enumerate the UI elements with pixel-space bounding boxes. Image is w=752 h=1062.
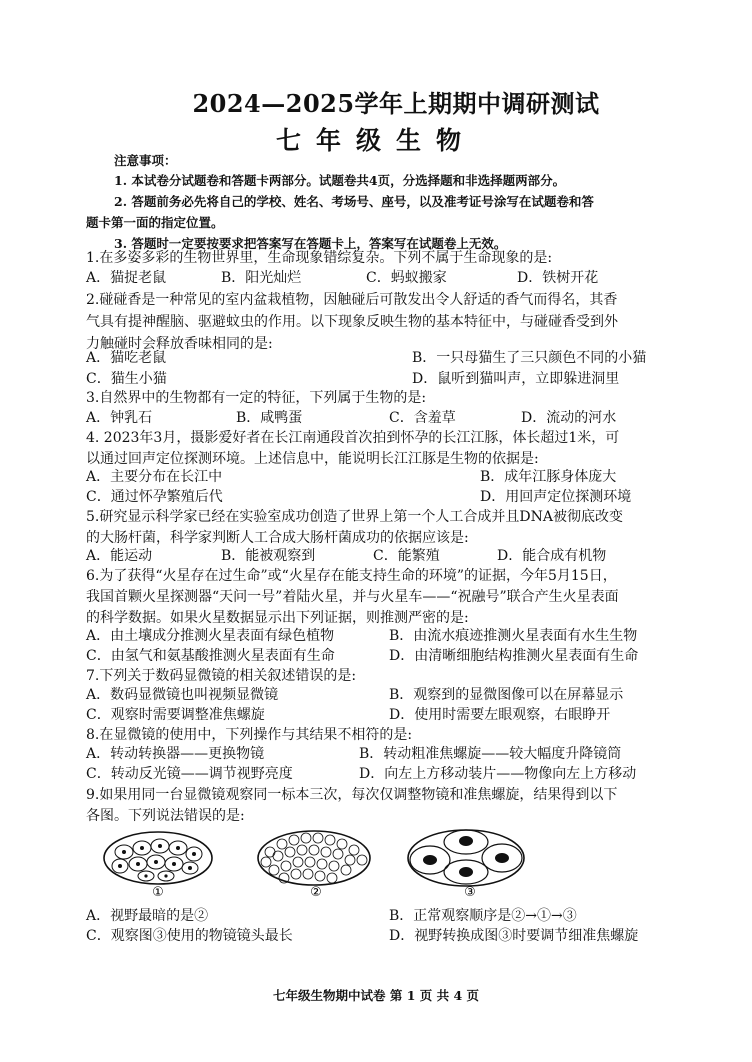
q5-option-d: D．能合成有机物 bbox=[497, 548, 607, 564]
q2-option-a: A．猫吃老鼠 bbox=[86, 350, 167, 366]
microscope-field-1 bbox=[100, 828, 220, 900]
q4-stem-2: 以通过回声定位探测环境。上述信息中，能说明长江江豚是生物的依据是: bbox=[86, 451, 539, 467]
q6-stem-1: 6.为了获得“火星存在过生命”或“火星存在能支持生命的环境”的证据，今年5月15日， bbox=[86, 568, 617, 584]
q9-option-a: A．视野最暗的是② bbox=[86, 908, 209, 924]
q9-option-d: D．视野转换成图③时要调节细准焦螺旋 bbox=[389, 928, 639, 944]
q1-option-a: A．猫捉老鼠 bbox=[86, 270, 167, 286]
q5-stem-1: 5.研究显示科学家已经在实验室成功创造了世界上第一个人工合成并且DNA被彻底改变 bbox=[86, 509, 623, 525]
notes-item-2-cont: 题卡第一面的指定位置。 bbox=[86, 215, 224, 230]
q8-option-a: A．转动转换器——更换物镜 bbox=[86, 746, 265, 762]
q1-option-d: D．铁树开花 bbox=[517, 270, 599, 286]
q2-stem-2: 气具有提神醒脑、驱避蚊虫的作用。以下现象反映生物的基本特征中，与碰碰香受到外 bbox=[86, 314, 618, 330]
q3-option-c: C．含羞草 bbox=[389, 410, 456, 426]
q1-option-b: B．阳光灿烂 bbox=[221, 270, 302, 286]
q9-option-c: C．观察图③使用的物镜镜头最长 bbox=[86, 928, 293, 944]
q7-option-c: C．观察时需要调整准焦螺旋 bbox=[86, 707, 265, 723]
q3-stem: 3.自然界中的生物都有一定的特征，下列属于生物的是: bbox=[86, 390, 427, 406]
q2-option-c: C．猫生小猫 bbox=[86, 371, 167, 387]
q8-option-c: C．转动反光镜——调节视野亮度 bbox=[86, 766, 293, 782]
q6-stem-3: 的科学数据。如果火星数据显示出下列证据，则推测严密的是: bbox=[86, 610, 469, 626]
q4-option-a: A．主要分布在长江中 bbox=[86, 469, 223, 485]
q7-option-a: A．数码显微镜也叫视频显微镜 bbox=[86, 687, 279, 703]
q1-option-c: C．蚂蚁搬家 bbox=[366, 270, 447, 286]
q2-stem-1: 2.碰碰香是一种常见的室内盆栽植物，因触碰后可散发出令人舒适的香气而得名，其香 bbox=[86, 292, 618, 308]
q5-option-c: C．能繁殖 bbox=[373, 548, 440, 564]
q2-option-b: B．一只母猫生了三只颜色不同的小猫 bbox=[412, 350, 647, 366]
q9-option-b: B．正常观察顺序是②→①→③ bbox=[389, 908, 577, 924]
page-footer: 七年级生物期中试卷 第 1 页 共 4 页 bbox=[272, 988, 479, 1003]
q7-stem: 7.下列关于数码显微镜的相关叙述错误的是: bbox=[86, 668, 357, 684]
figure-label-3: ③ bbox=[464, 885, 476, 900]
microscope-field-2 bbox=[254, 828, 376, 900]
notes-heading: 注意事项： bbox=[114, 153, 177, 168]
q6-option-d: D．由清晰细胞结构推测火星表面有生命 bbox=[389, 648, 639, 664]
exam-subject: 七年级生物 bbox=[275, 126, 476, 155]
q6-stem-2: 我国首颗火星探测器“天问一号”着陆火星，并与火星车——“祝融号”联合产生火星表面 bbox=[86, 589, 619, 605]
figure-label-2: ② bbox=[310, 885, 322, 900]
q1-stem: 1.在多姿多彩的生物世界里，生命现象错综复杂。下列不属于生命现象的是: bbox=[86, 250, 553, 266]
figure-label-1: ① bbox=[152, 885, 164, 900]
q6-option-b: B．由流水痕迹推测火星表面有水生生物 bbox=[389, 628, 638, 644]
q5-stem-2: 的大肠杆菌，科学家判断人工合成大肠杆菌成功的依据应该是: bbox=[86, 530, 469, 546]
q4-option-d: D．用回声定位探测环境 bbox=[480, 489, 632, 505]
q4-stem-1: 4. 2023年3月，摄影爱好者在长江南通段首次拍到怀孕的长江江豚，体长超过1米，可 bbox=[86, 430, 620, 446]
q3-option-a: A．钟乳石 bbox=[86, 410, 153, 426]
q2-option-d: D．鼠听到猫叫声，立即躲进洞里 bbox=[412, 371, 620, 387]
q8-option-d: D．向左上方移动装片——物像向左上方移动 bbox=[359, 766, 637, 782]
exam-title: 2024—2025学年上期期中调研测试 bbox=[192, 89, 600, 118]
notes-item-1: 1. 本试卷分试题卷和答题卡两部分。试题卷共4页，分选择题和非选择题两部分。 bbox=[114, 173, 566, 188]
q2-stem-3: 力触碰时会释放香味相同的是: bbox=[86, 336, 273, 352]
q6-option-c: C．由氢气和氨基酸推测火星表面有生命 bbox=[86, 648, 335, 664]
q9-stem-2: 各图。下列说法错误的是: bbox=[86, 808, 245, 824]
q7-option-d: D．使用时需要左眼观察，右眼睁开 bbox=[389, 707, 611, 723]
q4-option-b: B．成年江豚身体庞大 bbox=[480, 469, 617, 485]
q6-option-a: A．由土壤成分推测火星表面有绿色植物 bbox=[86, 628, 335, 644]
q8-option-b: B．转动粗准焦螺旋——较大幅度升降镜筒 bbox=[359, 746, 622, 762]
q5-option-b: B．能被观察到 bbox=[221, 548, 316, 564]
q4-option-c: C．通过怀孕繁殖后代 bbox=[86, 489, 223, 505]
microscope-field-3 bbox=[404, 828, 530, 900]
notes-item-3: 3. 答题时一定要按要求把答案写在答题卡上，答案写在试题卷上无效。 bbox=[114, 236, 507, 251]
notes-item-2: 2. 答题前务必先将自己的学校、姓名、考场号、座号，以及准考证号涂写在试题卷和答 bbox=[114, 194, 594, 209]
q3-option-d: D．流动的河水 bbox=[521, 410, 617, 426]
q5-option-a: A．能运动 bbox=[86, 548, 153, 564]
q7-option-b: B．观察到的显微图像可以在屏幕显示 bbox=[389, 687, 624, 703]
q9-stem-1: 9.如果用同一台显微镜观察同一标本三次，每次仅调整物镜和准焦螺旋，结果得到以下 bbox=[86, 787, 618, 803]
q8-stem: 8.在显微镜的使用中，下列操作与其结果不相符的是: bbox=[86, 727, 413, 743]
q3-option-b: B．咸鸭蛋 bbox=[236, 410, 303, 426]
